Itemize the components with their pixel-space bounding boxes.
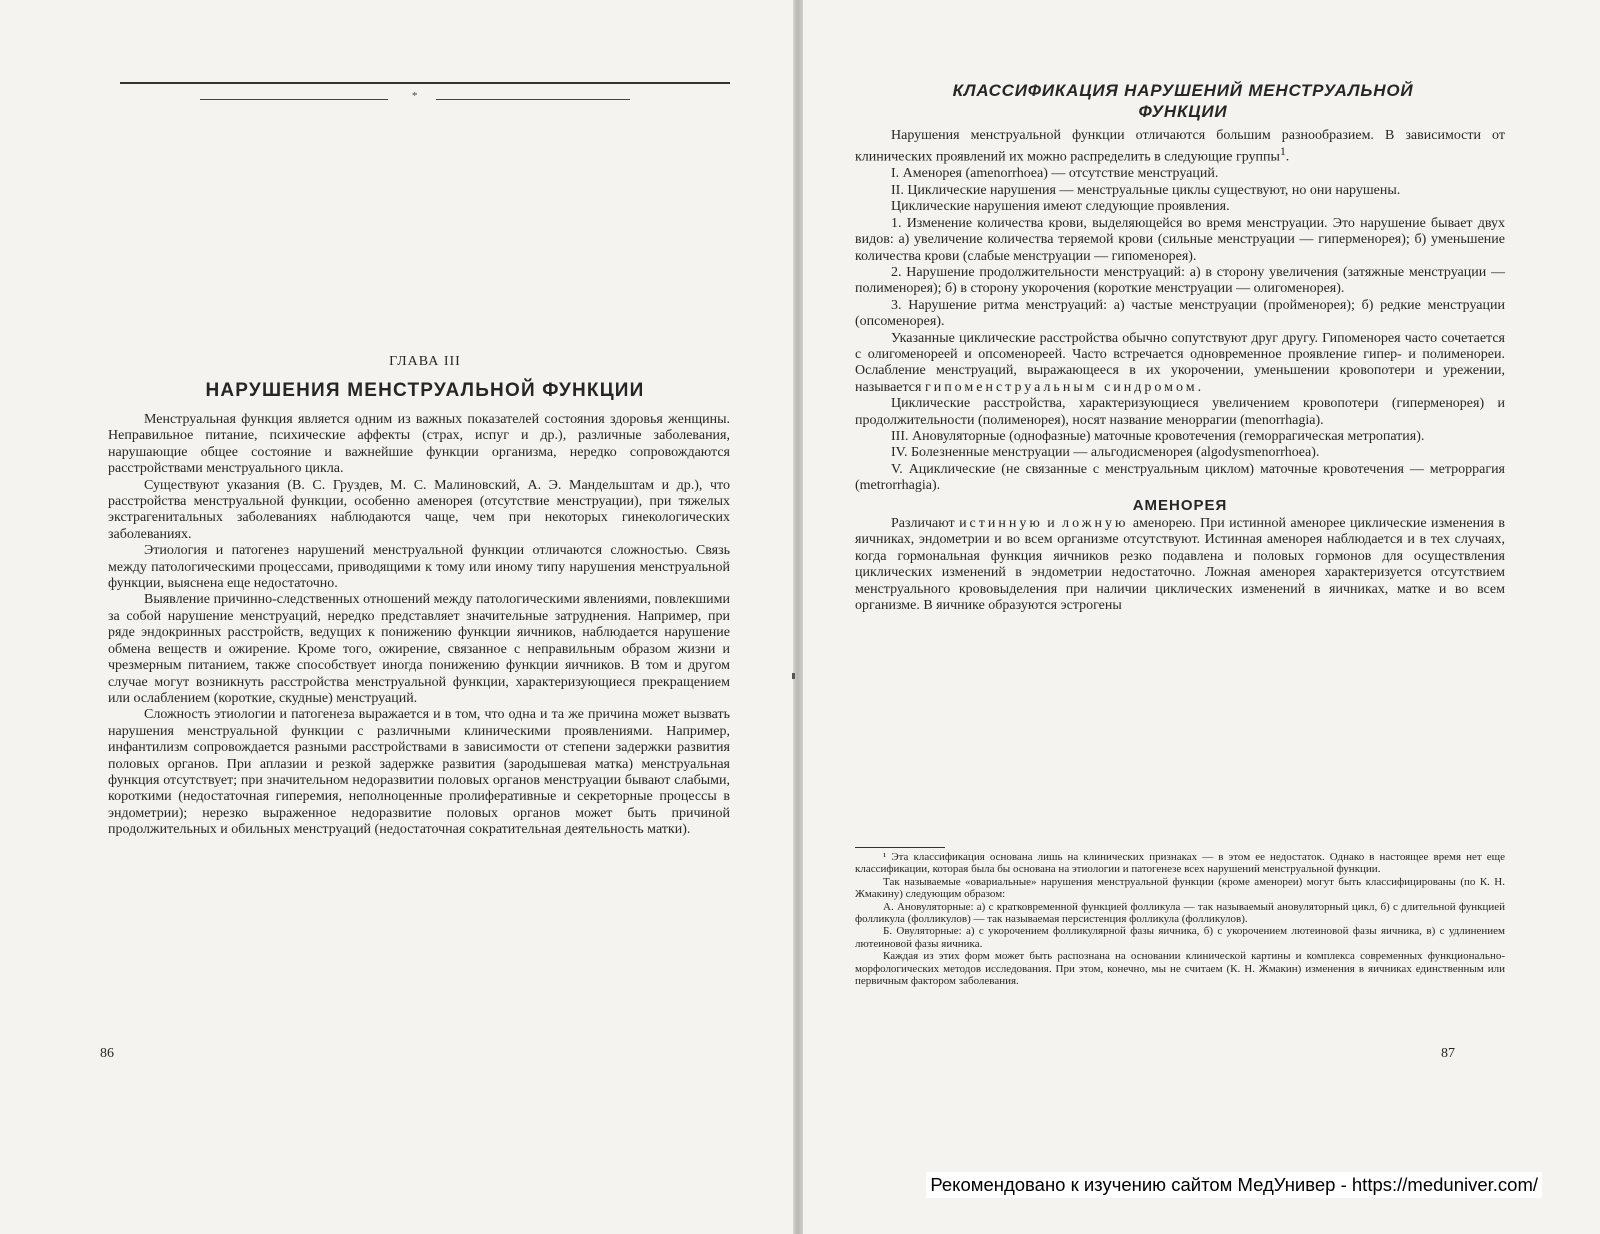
book-gutter <box>793 0 803 1234</box>
hypo-text: Указанные циклические расстройства обычно сопутствуют друг другу. Гипоменорея часто сочетается с олигоменореей и опсоменореей. Часто встречается одновременное проявление гипер- и полименореи. Ослабление менструаций, выражающееся в их укорочении, уменьшении кровопотери и урежении, называется <box>855 330 1505 395</box>
list-item: Циклические нарушения имеют следующие проявления. <box>891 199 1230 215</box>
intro-paragraph <box>855 128 1505 166</box>
list-item: I. Аменорея (amenorrhoea) — отсутствие менструаций. <box>891 166 1219 182</box>
paragraph: Существуют указания (В. С. Груздев, М. С. Малиновский, А. Э. Мандельштам и др.), что расстройства менструальной функции, особенно аменорея (отсутствие менструации), при тяжелых экстрагенитальных заболеваниях наблюдаются чаще, чем при некоторых гинекологических заболеваниях. <box>108 477 730 542</box>
hypo-end: . <box>1197 379 1202 395</box>
hypomenstrual-paragraph <box>855 331 1505 397</box>
ornament-divider: * <box>200 94 640 104</box>
paragraph: Этиология и патогенез нарушений менструальной функции отличаются сложностью. Связь между патологическими процессами, приводящими к тому или иному типу нарушения менструальной функции, выяснена еще недостаточно. <box>108 543 730 592</box>
list-item: III. Ановуляторные (однофазные) маточные кровотечения (геморрагическая метропатия). <box>891 428 1425 444</box>
amen-start: Различают <box>891 516 955 531</box>
list-item: 1. Изменение количества крови, выделяющейся во время менструации. Это нарушение бывает двух видов: а) увеличение количества теряемой крови (сильные менструации — гиперменорея); б) уменьшение количества крови (слабые менструации — гипоменорея). <box>855 215 1505 264</box>
hypo-term: гипоменструальным синдромом <box>924 379 1198 395</box>
list-item: V. Ациклические (не связанные с менструальным циклом) маточные кровотечения — метроррагия (metrorrhagia). <box>855 461 1505 494</box>
classification-title <box>863 80 1503 122</box>
amen-true: истинную <box>959 516 1043 531</box>
footnote-rule <box>855 847 945 848</box>
chapter-number: ГЛАВА III <box>389 354 461 369</box>
footnote: Так называемые «овариальные» нарушения менструальной функции (кроме аменореи) могут быть классифицированы (по К. Н. Жмакину) следующим образом: <box>855 875 1505 901</box>
right-body-text <box>855 128 1505 614</box>
paragraph: Менструальная функция является одним из важных показателей состояния здоровья женщины. Неправильное питание, психические аффекты (страх, испуг и др.), различные заболевания, нарушающие общее состояние и важнейшие функции организма, нередко сопровождаются расстройствами менструального цикла. <box>108 412 730 477</box>
footnote: Б. Овуляторные: а) с укорочением фолликулярной фазы яичника, б) с укорочением лютеиновой фазы яичника, в) с удлинением лютеиновой фазы яичника. <box>855 925 1505 950</box>
right-page <box>803 0 1600 1234</box>
list-item: 3. Нарушение ритма менструаций: а) частые менструации (пройменорея); б) редкие менструации (опсоменорея). <box>855 297 1505 330</box>
amen-rest: аменорею. При истинной аменорее циклические изменения в яичниках, эндометрии и во всем организме отсутствуют. Истинная аменорея наблюдается и в тех случаях, когда гормональная функция яичников резко подавлена и половых гормонов для осуществления циклических изменений в эндометрии недостаточно. Ложная аменорея характеризуется отсутствием менструального крововыделения при наличии циклических изменений в яичниках, матке и во всем организме. В яичнике образуются эстрогены <box>855 516 1506 614</box>
page-number-left: 86 <box>100 1046 114 1061</box>
amen-and: и <box>1047 516 1058 531</box>
footnotes <box>855 851 1505 987</box>
gutter-mark <box>792 673 795 679</box>
section-title-amenorrhea: АМЕНОРЕЯ <box>1132 496 1228 514</box>
paragraph: Сложность этиологии и патогенеза выражается и в том, что одна и та же причина может вызвать нарушения менструальной функции с различными клиническими проявлениями. Например, инфантилизм сопровождается разными расстройствами в зависимости от степени задержки развития половых органов. При аплазии и резкой задержке развития (зародышевая матка) менструальная функция отсутствует; при значительном недоразвитии половых органов менструации бывают слабыми, короткими (недостаточная гиперемия, неполноценные пролиферативные и секреторные процессы в эндометрии); нерезко выраженное недоразвитие половых органов может быть причиной продолжительных и обильных менструаций (недостаточная сократительная деятельность матки). <box>108 707 730 838</box>
left-page <box>0 0 793 1234</box>
intro-end: . <box>1285 150 1290 166</box>
title-line-2: ФУНКЦИИ <box>1138 102 1228 121</box>
amenorrhea-paragraph <box>855 516 1505 614</box>
footnote: А. Ановуляторные: а) с кратковременной функцией фолликула — так называемый ановуляторный цикл, б) с длительной функцией фолликула (фолликулов) — так называемая персистенция фолликула (фолликулов). <box>855 900 1505 926</box>
list-item: II. Циклические нарушения — менструальные циклы существуют, но они нарушены. <box>891 182 1401 198</box>
amen-false: ложную <box>1062 516 1129 531</box>
footnote-ref: 1 <box>1279 145 1286 159</box>
header-rule <box>120 82 730 84</box>
list-item: Циклические расстройства, характеризующиеся увеличением кровопотери (гиперменорея) и продолжительности (полименорея), носят название меноррагии (menorrhagia). <box>855 396 1505 428</box>
paragraph: Выявление причинно-следственных отношений между патологическими явлениями, повлекшими за собой нарушение менструаций, нередко представляет значительные затруднения. Например, при ряде эндокринных расстройств, ведущих к понижению функции яичников, наблюдается нарушение обмена веществ и ожирение. Кроме того, ожирение, связанное с неправильным образом жизни и чрезмерным питанием, также способствует иногда понижению функции яичников. В том и другом случае могут возникнуть расстройства менструальной функции, характеризующиеся прекращением или ослаблением (короткие, скудные) менструаций. <box>108 592 730 706</box>
intro-text: Нарушения менструальной функции отличаются большим разнообразием. В зависимости от клинических проявлений их можно распределить в следующие группы <box>855 128 1505 166</box>
page-number-right: 87 <box>1441 1046 1455 1061</box>
left-body-text <box>108 412 730 839</box>
list-item: 2. Нарушение продолжительности менструаций: а) в сторону увеличения (затяжные менструации — полименорея); б) в сторону укорочения (короткие менструации — олигоменорея). <box>855 264 1505 297</box>
footnote: ¹ Эта классификация основана лишь на клинических признаках — в этом ее недостаток. Однако в настоящее время нет еще классификации, которая была бы основана на этиологии и патогенезе всех нарушений менструальной функции. <box>855 851 1505 876</box>
chapter-title: НАРУШЕНИЯ МЕНСТРУАЛЬНОЙ ФУНКЦИИ <box>205 380 645 401</box>
watermark-text: Рекомендовано к изучению сайтом МедУнивер - https://meduniver.com/ <box>926 1172 1542 1198</box>
title-line-1: КЛАССИФИКАЦИЯ НАРУШЕНИЙ МЕНСТРУАЛЬНОЙ <box>952 81 1414 100</box>
footnote: Каждая из этих форм может быть распознана на основании клинической картины и комплекса современных функционально-морфологических методов исследования. При этом, конечно, мы не считаем (К. Н. Жмакин) изменения в яичниках единственным или первичным фактором заболевания. <box>855 950 1505 988</box>
list-item: IV. Болезненные менструации — альгодисменорея (algodysmenorrhoea). <box>891 445 1320 461</box>
